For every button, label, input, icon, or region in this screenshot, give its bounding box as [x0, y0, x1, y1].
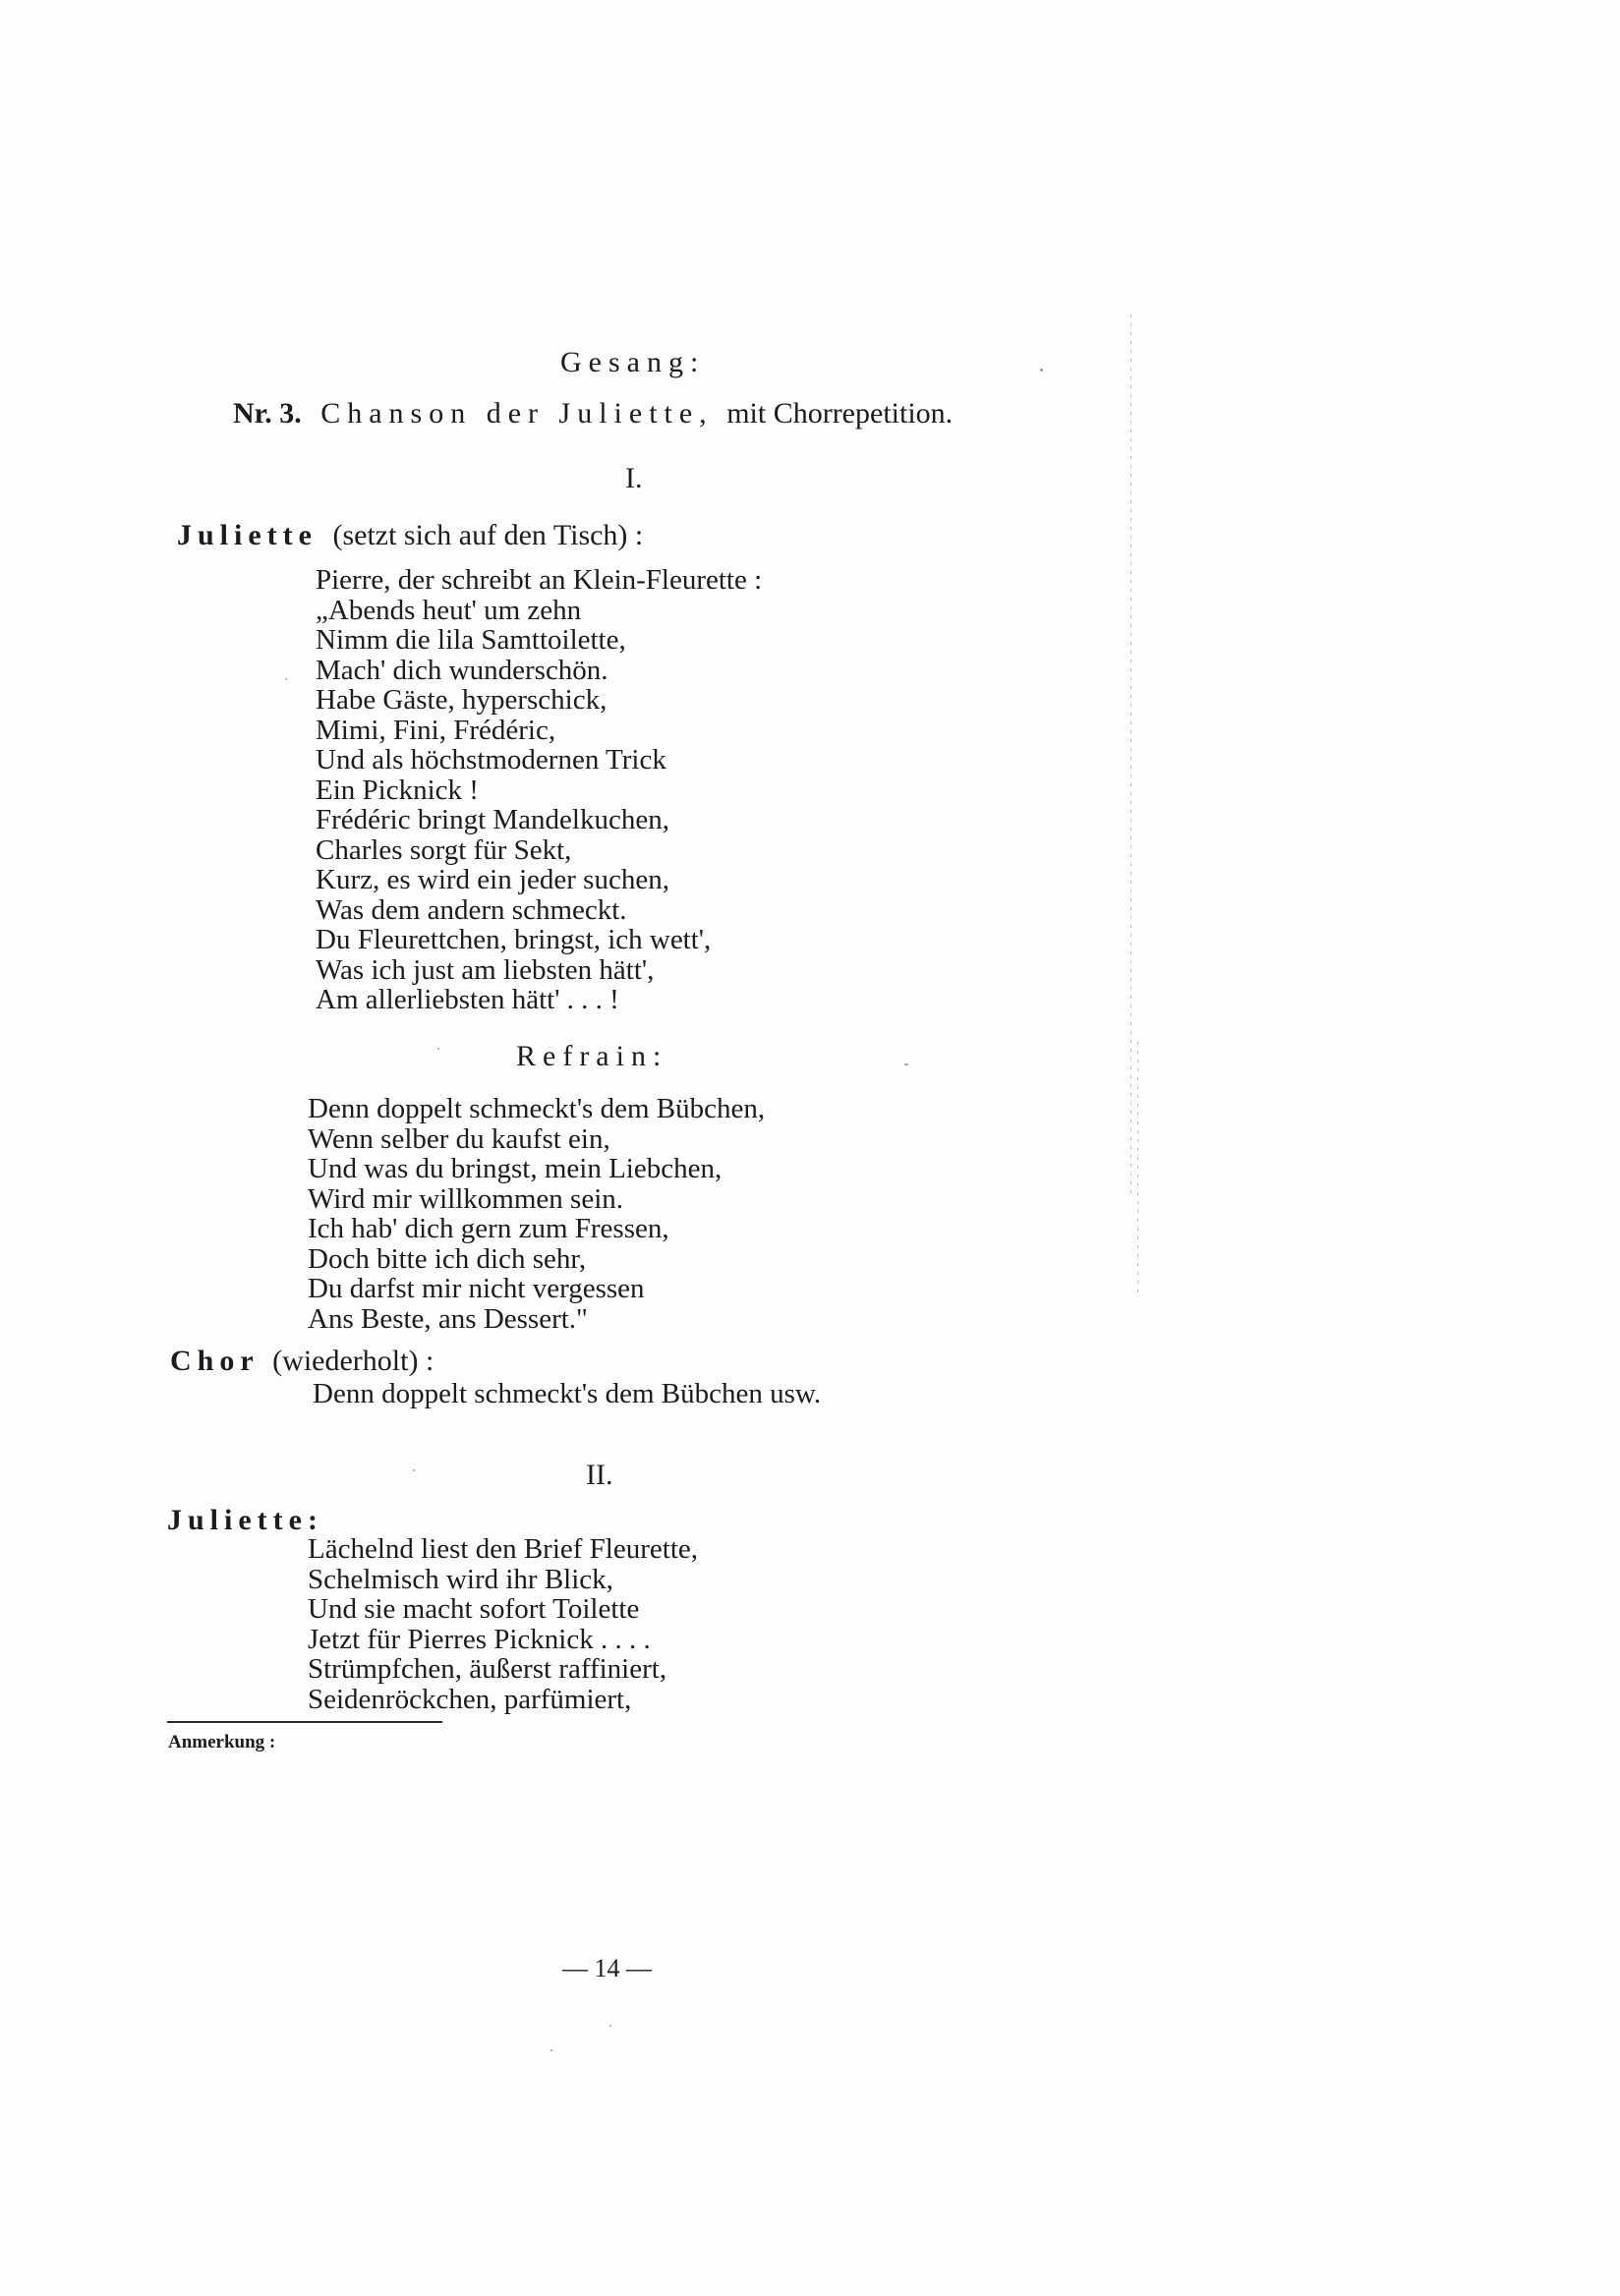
lyric-line: Wird mir willkommen sein.	[308, 1182, 624, 1215]
lyric-line: „Abends heut' um zehn	[316, 594, 582, 626]
stage-direction: (setzt sich auf den Tisch) :	[332, 519, 644, 551]
section-heading: Gesang:	[560, 346, 706, 378]
lyric-line: Seidenröckchen, parfümiert,	[308, 1683, 632, 1715]
lyric-line: Frédéric bringt Mandelkuchen,	[316, 804, 669, 835]
lyric-line: Doch bitte ich dich sehr,	[308, 1242, 587, 1275]
lyric-line: Habe Gäste, hyperschick,	[316, 684, 608, 716]
song-title-suffix: mit Chorrepetition.	[726, 397, 954, 430]
scan-speck	[550, 2049, 552, 2051]
lyric-line: Du Fleurettchen, bringst, ich wett',	[316, 924, 712, 955]
lyric-line: Kurz, es wird ein jeder suchen,	[316, 864, 669, 895]
lyric-line: Ans Beste, ans Dessert."	[308, 1302, 588, 1335]
page-number: — 14 —	[562, 1954, 652, 1982]
song-title-line	[233, 397, 953, 430]
lyric-line: Wenn selber du kaufst ein,	[308, 1122, 610, 1155]
lyric-line: Und was du bringst, mein Liebchen,	[308, 1153, 723, 1184]
lyric-line: Und sie macht sofort Toilette	[308, 1593, 640, 1625]
lyric-line: Charles sorgt für Sekt,	[316, 833, 572, 866]
speaker-line-chor	[170, 1345, 434, 1378]
stage-direction: (wiederholt) :	[272, 1345, 434, 1377]
scan-speck	[904, 1063, 908, 1065]
scan-speck	[609, 2025, 611, 2027]
lyric-line: Mach' dich wunderschön.	[316, 654, 608, 686]
verse-numeral-1: I.	[625, 462, 643, 494]
lyric-line: Schelmisch wird ihr Blick,	[308, 1563, 613, 1595]
footnote-label: Anmerkung :	[168, 1732, 276, 1752]
speaker-line-juliette	[177, 519, 643, 552]
lyric-line: Was dem andern schmeckt.	[316, 893, 627, 926]
verse-numeral-2: II.	[586, 1459, 613, 1491]
chorus-line: Denn doppelt schmeckt's dem Bübchen usw.	[313, 1378, 822, 1409]
verse-2-lyrics	[308, 1534, 698, 1714]
speaker-name: Juliette:	[167, 1504, 323, 1536]
song-number: Nr. 3.	[233, 397, 302, 430]
scan-artifact-line	[1130, 315, 1131, 1199]
lyric-line: Mimi, Fini, Frédéric,	[316, 714, 556, 746]
lyric-line: Was ich just am liebsten hätt',	[316, 953, 655, 986]
refrain-lyrics	[308, 1094, 765, 1334]
lyric-line: Am allerliebsten hätt' . . . !	[316, 984, 619, 1015]
lyric-line: Ich hab' dich gern zum Fressen,	[308, 1213, 669, 1244]
lyric-line: Lächelnd liest den Brief Fleurette,	[308, 1533, 698, 1565]
lyric-line: Ein Picknick !	[316, 774, 479, 806]
scan-speck	[285, 678, 287, 680]
footnote-rule	[167, 1721, 442, 1723]
lyric-line: Pierre, der schreibt an Klein-Fleurette :	[316, 564, 763, 596]
lyric-line: Du darfst mir nicht vergessen	[308, 1273, 645, 1304]
scan-speck	[1040, 369, 1043, 372]
scan-speck	[413, 1469, 415, 1471]
lyric-line: Jetzt für Pierres Picknick . . . .	[308, 1623, 651, 1655]
scan-artifact-line	[1137, 1042, 1138, 1297]
speaker-name: Juliette	[177, 519, 318, 551]
lyric-line: Und als höchstmodernen Trick	[316, 744, 666, 775]
scan-speck	[437, 1048, 439, 1050]
lyric-line: Strümpfchen, äußerst raffiniert,	[308, 1653, 667, 1685]
lyric-line: Nimm die lila Samttoilette,	[316, 624, 626, 656]
verse-1-lyrics	[316, 565, 762, 1015]
lyric-line: Denn doppelt schmeckt's dem Bübchen,	[308, 1093, 766, 1124]
speaker-name: Chor	[170, 1345, 260, 1377]
song-title: Chanson der Juliette,	[320, 397, 714, 430]
refrain-heading: Refrain:	[516, 1040, 668, 1072]
